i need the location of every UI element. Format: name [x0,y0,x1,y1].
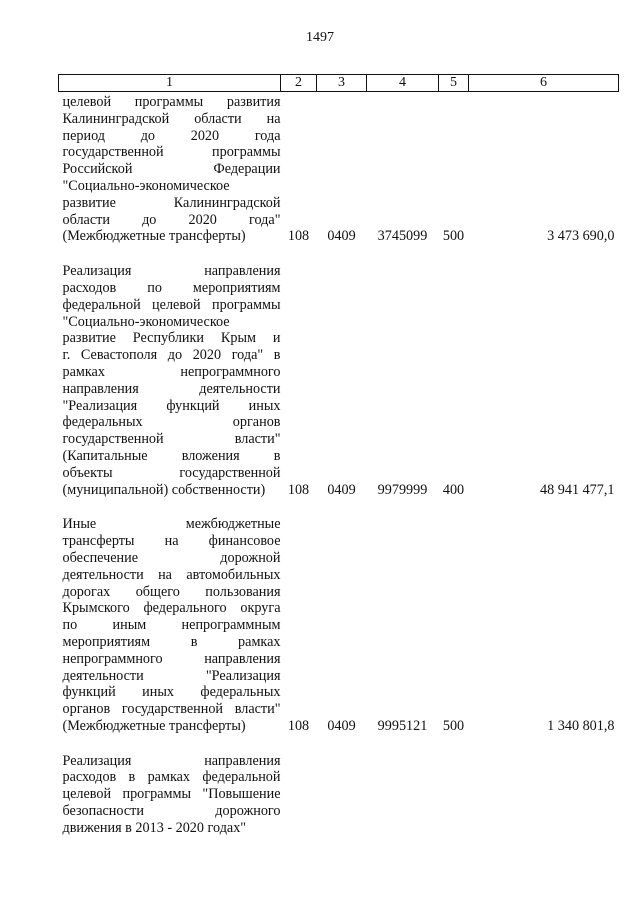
amount-cell: 48 941 477,1 [540,481,615,498]
target-code-cell [367,753,439,837]
row-spacer [59,735,619,753]
description-line: Калининградской области на [62,110,281,127]
row-spacer-cell [59,735,619,753]
description-line: органов государственной власти" [62,701,281,718]
description-line: (муниципальной) собственности) [62,481,266,498]
description-line: объекты государственной [62,464,281,481]
description-line: непрограммного направления [62,650,281,667]
column-header-1: 1 [59,75,281,92]
description-line: "Социально-экономическое [62,313,230,330]
table-row [59,753,619,837]
row-description [59,753,281,837]
description-line: государственной программы [62,144,281,161]
description-line: расходов в рамках федеральной [62,769,281,786]
description-line: деятельности на автомобильных [62,566,281,583]
row-spacer [59,245,619,263]
expense-type-code-cell [439,753,469,837]
description-line: целевой программы развития [62,94,281,110]
column-header-5: 5 [439,75,469,92]
section-code-cell: 0409 [327,717,356,734]
table-header-row [59,75,619,92]
column-header-4: 4 [367,75,439,92]
ministry-code-cell: 108 [287,481,310,498]
description-line: "Социально-экономическое [62,177,230,194]
row-spacer-cell [59,498,619,516]
target-code-cell: 9995121 [377,717,428,734]
description-line: целевой программы "Повышение [62,786,281,803]
table-row [59,516,619,734]
table-row [59,92,619,246]
amount-cell: 3 473 690,0 [547,228,615,245]
description-line: развитие Калининградской [62,194,281,211]
description-line: "Реализация функций иных [62,397,281,414]
description-line: функций иных федеральных [62,684,281,701]
budget-table [58,74,619,837]
column-header-6: 6 [469,75,619,92]
row-spacer [59,498,619,516]
section-code-cell: 0409 [327,228,356,245]
table-body [59,92,619,837]
expense-type-code-cell: 500 [442,717,465,734]
ministry-code-cell: 108 [287,717,310,734]
description-line: Крымского федерального округа [62,600,281,617]
description-line: федеральных органов [62,414,281,431]
description-line: рамках непрограммного [62,363,281,380]
ministry-code-cell [281,753,317,837]
description-line: направления деятельности [62,380,281,397]
target-code-cell: 3745099 [377,228,428,245]
column-header-3: 3 [317,75,367,92]
description-line: расходов по мероприятиям [62,279,281,296]
row-spacer-cell [59,245,619,263]
description-line: безопасности дорожного [62,803,281,820]
description-line: обеспечение дорожной [62,549,281,566]
description-line: (Межбюджетные трансферты) [62,228,246,245]
description-line: по иным непрограммным [62,617,281,634]
description-line: области до 2020 года" [62,211,281,228]
description-line: деятельности "Реализация [62,667,281,684]
section-code-cell [317,753,367,837]
description-line: г. Севастополя до 2020 года" в [62,347,281,364]
description-line: мероприятиям в рамках [62,633,281,650]
table-row [59,263,619,498]
row-description [59,263,281,498]
description-line: дорогах общего пользования [62,583,281,600]
amount-cell: 1 340 801,8 [547,717,615,734]
description-line: развитие Республики Крым и [62,330,281,347]
amount-cell [469,753,619,837]
expense-type-code-cell: 400 [442,481,465,498]
description-line: (Межбюджетные трансферты) [62,717,246,734]
description-line: федеральной целевой программы [62,296,281,313]
description-line: (Капитальные вложения в [62,447,281,464]
column-header-2: 2 [281,75,317,92]
ministry-code-cell: 108 [287,228,310,245]
description-line: трансферты на финансовое [62,533,281,550]
description-line: период до 2020 года [62,127,281,144]
description-line: Иные межбюджетные [62,516,281,533]
description-line: Реализация направления [62,752,281,769]
description-line: Реализация направления [62,263,281,280]
description-line: движения в 2013 - 2020 годах" [62,819,247,836]
description-line: Российской Федерации [62,161,281,178]
expense-type-code-cell: 500 [442,228,465,245]
row-description [59,92,281,246]
row-description [59,516,281,734]
page-number: 1497 [306,30,334,45]
description-line: государственной власти" [62,431,281,448]
target-code-cell: 9979999 [377,481,428,498]
section-code-cell: 0409 [327,481,356,498]
